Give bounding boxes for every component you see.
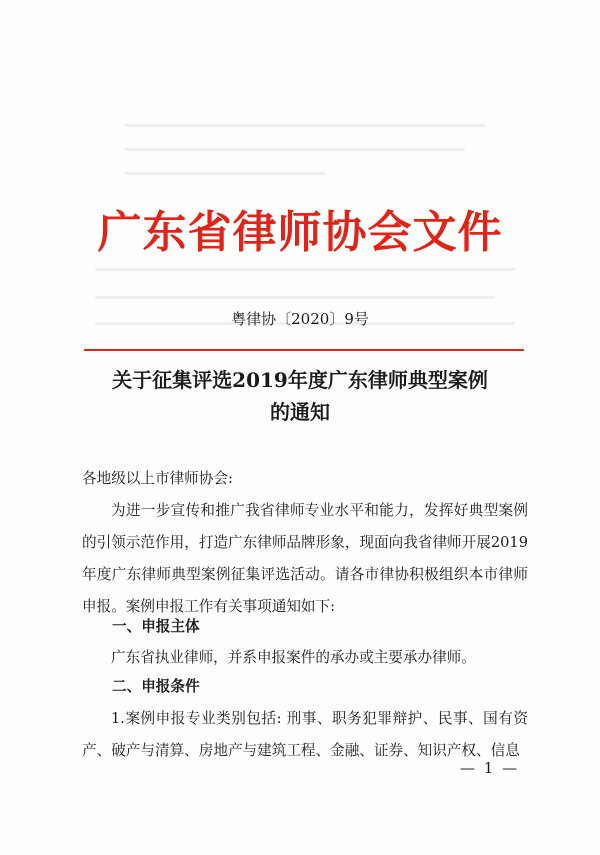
bleed-through-trace — [125, 124, 485, 127]
bleed-through-trace — [125, 148, 465, 151]
red-separator-line — [84, 349, 524, 351]
page-number: — 1 — — [460, 759, 520, 777]
org-header-title: 广东省律师协会文件 — [97, 207, 503, 258]
notice-title-line-1: 关于征集评选2019年度广东律师典型案例 — [112, 368, 488, 392]
section-body-applicants: 广东省执业律师，并系申报案件的承办或主要承办律师。 — [111, 649, 476, 666]
bleed-through-trace — [95, 268, 515, 271]
bleed-through-trace — [95, 296, 495, 299]
intro-paragraph: 为进一步宣传和推广我省律师专业水平和能力，发挥好典型案例的引领示范作用，打造广东律师品牌形象，现面向我省律师开展2019年度广东律师典型案例征集评选活动。请各市律协积极组织本市律师申报。案例申报工作有关事项通知如下: — [82, 502, 528, 615]
notice-title — [0, 364, 600, 428]
bleed-through-trace — [125, 172, 325, 175]
section-body-conditions: 1.案例申报专业类别包括: 刑事、职务犯罪辩护、民事、国有资产、破产与清算、房地产与建筑工程、金融、证券、知识产权、信息 — [82, 710, 528, 759]
section-heading-conditions: 二、申报条件 — [112, 678, 200, 695]
salutation: 各地级以上市律师协会: — [82, 470, 233, 487]
notice-title-line-2: 的通知 — [270, 400, 330, 424]
section-heading-applicants: 一、申报主体 — [112, 618, 200, 635]
document-number: 粤律协〔2020〕9号 — [231, 310, 369, 328]
